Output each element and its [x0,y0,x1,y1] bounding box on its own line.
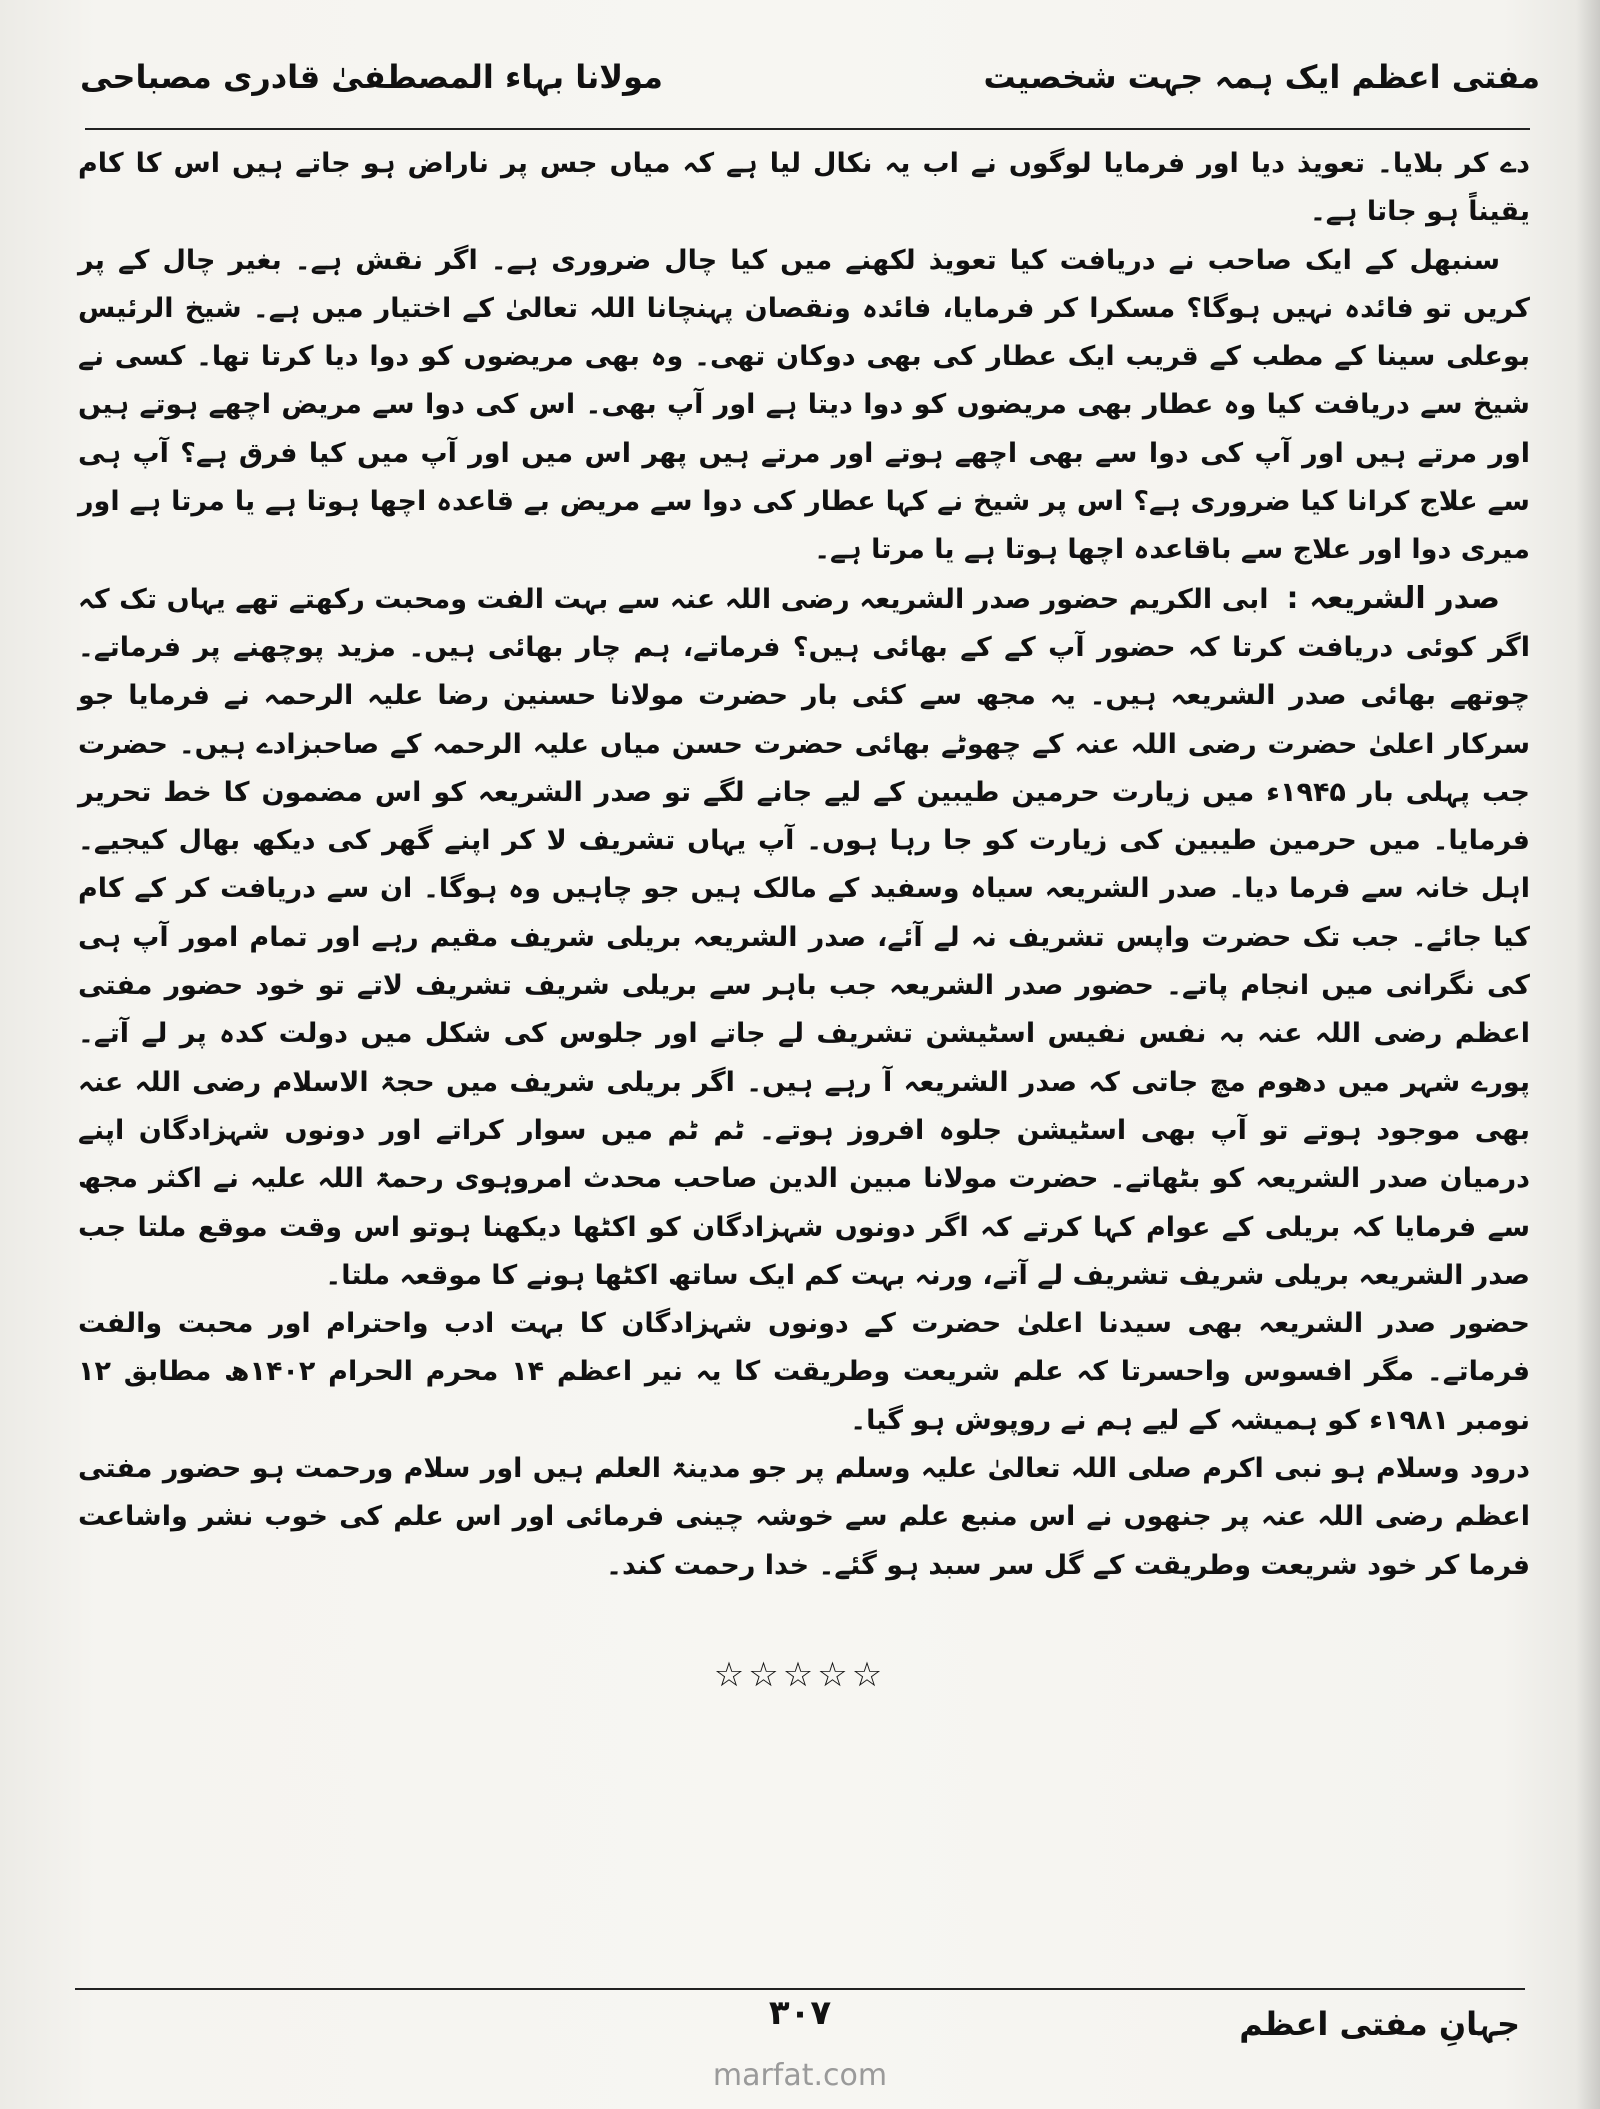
section-separator: ☆☆☆☆☆ [713,1655,887,1695]
running-header [60,48,1540,128]
paragraph-5: درود وسلام ہو نبی اکرم صلی اللہ تعالیٰ علیہ وسلم پر جو مدینۃ العلم ہیں اور سلام ورحمت ہو حضور مفتی اعظم رضی اللہ عنہ پر جنھوں نے اس منبع علم سے خوشہ چینی فرمائی اور اس علم کی خوب نشر واشاعت فرما کر خود شریعت وطریقت کے گل سر سبد ہو گئے۔ خدا رحمت کند۔ [78,1453,1530,1581]
paragraph-1: دے کر بلایا۔ تعویذ دیا اور فرمایا لوگوں نے اب یہ نکال لیا ہے کہ میاں جس پر ناراض ہو جاتے ہیں اس کا کام یقیناً ہو جاتا ہے۔ [78,148,1530,228]
body-text [78,140,1530,1590]
footer-book-series: جہانِ مفتی اعظم [1239,2005,1520,2043]
watermark: marfat.com [712,2058,888,2093]
paragraph-4: حضور صدر الشریعہ بھی سیدنا اعلیٰ حضرت کے دونوں شہزادگان کا بہت ادب واحترام اور محبت والفت فرماتے۔ مگر افسوس واحسرتا کہ علم شریعت وطریقت کا یہ نیر اعظم ۱۴ محرم الحرام ۱۴۰۲ھ مطابق ۱۲ نومبر ۱۹۸۱ء کو ہمیشہ کے لیے ہم نے روپوش ہو گیا۔ [78,1308,1530,1436]
page-edge-shadow [1576,0,1600,2109]
header-author: مولانا بہاء المصطفیٰ قادری مصباحی [80,58,663,96]
page-number: ۳۰۷ [768,1993,832,2033]
paragraph-3-text: ابی الکریم حضور صدر الشریعہ رضی اللہ عنہ سے بہت الفت ومحبت رکھتے تھے یہاں تک کہ اگر کوئی دریافت کرتا کہ حضور آپ کے کے بھائی ہیں؟ فرماتے، ہم چار بھائی ہیں۔ مزید پوچھنے پر فرماتے۔ چوتھے بھائی صدر الشریعہ ہیں۔ یہ مجھ سے کئی بار حضرت مولانا حسنین رضا علیہ الرحمہ نے فرمایا جو سرکار اعلیٰ حضرت رضی اللہ عنہ کے چھوٹے بھائی حضرت حسن میاں علیہ الرحمہ کے صاحبزادے ہیں۔ حضرت جب پہلی بار ۱۹۴۵ء میں زیارت حرمین طیبین کے لیے جانے لگے تو صدر الشریعہ کو اس مضمون کا خط تحریر فرمایا۔ میں حرمین طیبین کی زیارت کو جا رہا ہوں۔ آپ یہاں تشریف لا کر اپنے گھر کی دیکھ بھال کیجیے۔ اہل خانہ سے فرما دیا۔ صدر الشریعہ سیاہ وسفید کے مالک ہیں جو چاہیں وہ ہوگا۔ ان سے دریافت کر کے کام کیا جائے۔ جب تک حضرت واپس تشریف نہ لے آئے، صدر الشریعہ بریلی شریف مقیم رہے اور تمام امور آپ ہی کی نگرانی میں انجام پاتے۔ حضور صدر الشریعہ جب باہر سے بریلی شریف تشریف لاتے تو خود حضور مفتی اعظم رضی اللہ عنہ بہ نفس نفیس اسٹیشن تشریف لے جاتے اور جلوس کی شکل میں دولت کدہ پر لے آتے۔ پورے شہر میں دھوم مچ جاتی کہ صدر الشریعہ آ رہے ہیں۔ اگر بریلی شریف میں حجۃ الاسلام رضی اللہ عنہ بھی موجود ہوتے تو آپ بھی اسٹیشن جلوہ افروز ہوتے۔ ٹم ٹم میں سوار کراتے اور دونوں شہزادگان اپنے درمیان صدر الشریعہ کو بٹھاتے۔ حضرت مولانا مبین الدین صاحب محدث امروہوی رحمۃ اللہ علیہ نے اکثر مجھ سے فرمایا کہ بریلی کے عوام کہا کرتے کہ اگر دونوں شہزادگان کو اکٹھا دیکھنا ہوتو اس وقت موقع ملتا جب صدر الشریعہ بریلی شریف تشریف لے آتے، ورنہ بہت کم ایک ساتھ اکٹھا ہونے کا موقعہ ملتا۔ [78,583,1530,1291]
paragraph-2: سنبھل کے ایک صاحب نے دریافت کیا تعویذ لکھنے میں کیا چال ضروری ہے۔ اگر نقش ہے۔ بغیر چال کے پر کریں تو فائدہ نہیں ہوگا؟ مسکرا کر فرمایا، فائدہ ونقصان پہنچانا اللہ تعالیٰ کے اختیار میں ہے۔ شیخ الرئیس بوعلی سینا کے مطب کے قریب ایک عطار کی بھی دوکان تھی۔ وہ بھی مریضوں کو دوا دیا کرتا تھا۔ کسی نے شیخ سے دریافت کیا وہ عطار بھی مریضوں کو دوا دیتا ہے اور آپ بھی۔ اس کی دوا سے مریض اچھے ہوتے ہیں اور مرتے ہیں اور آپ کی دوا سے بھی اچھے ہوتے اور مرتے ہیں پھر اس میں اور آپ میں کیا فرق ہے؟ آپ ہی سے علاج کرانا کیا ضروری ہے؟ اس پر شیخ نے کہا عطار کی دوا سے مریض بے قاعدہ اچھا ہوتا ہے یا مرتا ہے اور میری دوا اور علاج سے باقاعدہ اچھا ہوتا ہے یا مرتا ہے۔ [78,244,1530,566]
section-heading: صدر الشریعہ : [1286,580,1500,616]
header-rule [85,128,1530,130]
paragraph-3 [78,575,1530,1300]
footer-rule [75,1988,1525,1990]
header-book-title: مفتی اعظم ایک ہمہ جہت شخصیت [983,58,1540,96]
